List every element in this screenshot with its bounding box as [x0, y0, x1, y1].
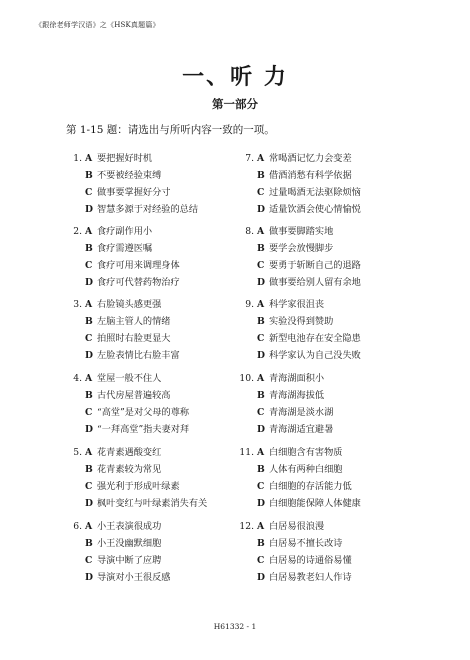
part-title: 第一部分: [212, 97, 258, 111]
option-text: 食疗需遵医嘱: [97, 243, 153, 254]
question-11: [238, 444, 423, 512]
option-text: 适量饮酒会使心情愉悦: [269, 204, 361, 215]
option-letter: C: [257, 555, 265, 566]
option-text: 要学会放慢脚步: [269, 243, 334, 254]
question-5: [66, 444, 251, 512]
option-text: 青海湖海拔低: [269, 390, 325, 401]
option-letter: C: [85, 407, 93, 418]
option-letter: C: [85, 481, 93, 492]
instructions: 第 1-15 题：请选出与所听内容一致的一项。: [66, 124, 275, 136]
option-text: 古代房屋普遍较高: [97, 390, 171, 401]
option-text: 人体有两种白细胞: [269, 464, 343, 475]
question-6: [66, 518, 251, 586]
option-letter: C: [257, 407, 265, 418]
option-letter: D: [257, 572, 265, 583]
option-letter: D: [85, 350, 93, 361]
option-letter: D: [257, 498, 265, 509]
option-letter: C: [257, 260, 265, 271]
option-text: “高堂”是对父母的尊称: [97, 407, 190, 418]
question-1: [66, 150, 251, 218]
option-letter: B: [257, 464, 265, 475]
option-letter: B: [257, 390, 265, 401]
option-text: 做事要脚踏实地: [269, 226, 334, 237]
option-letter: A: [257, 153, 265, 164]
question-number: 11.: [239, 447, 254, 458]
option-text: 白居易很浪漫: [269, 521, 325, 532]
option-letter: A: [85, 226, 93, 237]
option-letter: D: [85, 498, 93, 509]
option-letter: B: [85, 243, 93, 254]
option-text: 白细胞能保障人体健康: [269, 498, 361, 509]
option-letter: B: [257, 538, 265, 549]
option-text: 常喝酒记忆力会变差: [269, 153, 352, 164]
option-letter: D: [257, 204, 265, 215]
option-text: 左脑主管人的情绪: [97, 316, 171, 327]
option-text: 导演中断了应聘: [97, 555, 162, 566]
option-text: 做事要给别人留有余地: [269, 277, 361, 288]
option-text: 导演对小王很反感: [97, 572, 171, 583]
option-letter: D: [85, 204, 93, 215]
option-text: 花青素遇酸变红: [97, 447, 162, 458]
option-text: 科学家认为自己没失败: [269, 350, 361, 361]
option-text: 要勇于斩断自己的退路: [269, 260, 361, 271]
option-letter: C: [257, 333, 265, 344]
option-letter: C: [85, 555, 93, 566]
option-letter: B: [85, 390, 93, 401]
option-text: 白细胞的存活能力低: [269, 481, 352, 492]
option-letter: B: [85, 316, 93, 327]
option-text: 不要被经验束缚: [97, 170, 162, 181]
option-letter: D: [85, 572, 93, 583]
question-8: [238, 223, 423, 291]
option-text: “一拜高堂”指夫妻对拜: [97, 424, 190, 435]
option-text: 食疗可代替药物治疗: [97, 277, 180, 288]
option-text: 小王表演很成功: [97, 521, 162, 532]
option-letter: D: [257, 424, 265, 435]
question-number: 10.: [239, 373, 254, 384]
option-letter: C: [85, 260, 93, 271]
option-letter: A: [85, 153, 93, 164]
question-4: [66, 370, 251, 438]
option-text: 新型电池存在安全隐患: [269, 333, 361, 344]
option-letter: B: [257, 170, 265, 181]
option-text: 青海湖适宜避暑: [269, 424, 334, 435]
question-2: [66, 223, 251, 291]
option-letter: D: [257, 350, 265, 361]
option-text: 科学家很沮丧: [269, 299, 325, 310]
question-number: 3.: [73, 299, 82, 310]
option-letter: A: [85, 521, 93, 532]
option-text: 要把握好时机: [97, 153, 153, 164]
question-9: [238, 296, 423, 364]
section-title: 一、听 力: [182, 64, 288, 90]
option-letter: B: [257, 243, 265, 254]
question-number: 12.: [239, 521, 254, 532]
option-letter: C: [257, 481, 265, 492]
option-text: 青海湖面积小: [269, 373, 325, 384]
option-text: 强光利于形成叶绿素: [97, 481, 180, 492]
option-letter: A: [257, 373, 265, 384]
option-text: 花青素较为常见: [97, 464, 162, 475]
option-letter: C: [85, 333, 93, 344]
question-number: 1.: [73, 153, 82, 164]
option-letter: B: [257, 316, 265, 327]
question-3: [66, 296, 251, 364]
option-text: 白居易不擅长改诗: [269, 538, 343, 549]
option-text: 白居易教老妇人作诗: [269, 572, 352, 583]
question-number: 6.: [73, 521, 82, 532]
option-letter: B: [85, 170, 93, 181]
option-letter: D: [85, 277, 93, 288]
option-text: 过量喝酒无法驱除烦恼: [269, 187, 361, 198]
option-text: 白细胞含有害物质: [269, 447, 343, 458]
question-number: 2.: [73, 226, 82, 237]
option-text: 智慧多源于对经验的总结: [97, 204, 199, 215]
option-letter: B: [85, 538, 93, 549]
option-letter: B: [85, 464, 93, 475]
option-letter: A: [85, 299, 93, 310]
option-letter: A: [257, 226, 265, 237]
question-number: 4.: [73, 373, 82, 384]
option-letter: D: [257, 277, 265, 288]
option-text: 青海湖是淡水湖: [269, 407, 334, 418]
option-letter: C: [85, 187, 93, 198]
option-text: 左脸表情比右脸丰富: [97, 350, 180, 361]
option-letter: D: [85, 424, 93, 435]
option-text: 做事要掌握好分寸: [97, 187, 171, 198]
question-number: 9.: [245, 299, 254, 310]
option-text: 右脸镜头感更强: [97, 299, 162, 310]
header-note: 《跟徐老师学汉语》之《HSK真题篇》: [35, 21, 160, 29]
option-text: 枫叶变红与叶绿素消失有关: [97, 498, 208, 509]
option-text: 白居易的诗通俗易懂: [269, 555, 352, 566]
option-letter: A: [257, 521, 265, 532]
option-letter: A: [257, 447, 265, 458]
option-text: 借酒消愁有科学依据: [269, 170, 352, 181]
option-text: 食疗可用来调理身体: [97, 260, 180, 271]
question-number: 7.: [245, 153, 254, 164]
option-text: 拍照时右脸更显大: [97, 333, 171, 344]
question-10: [238, 370, 423, 438]
option-text: 堂屋一般不住人: [97, 373, 162, 384]
option-letter: C: [257, 187, 265, 198]
option-letter: A: [85, 373, 93, 384]
question-number: 5.: [73, 447, 82, 458]
page-footer-code: H61332 - 1: [213, 622, 257, 631]
option-letter: A: [257, 299, 265, 310]
option-text: 实验没得到赞助: [269, 316, 334, 327]
question-7: [238, 150, 423, 218]
question-12: [238, 518, 423, 586]
option-letter: A: [85, 447, 93, 458]
option-text: 小王没幽默细胞: [97, 538, 162, 549]
option-text: 食疗副作用小: [97, 226, 153, 237]
question-number: 8.: [245, 226, 254, 237]
